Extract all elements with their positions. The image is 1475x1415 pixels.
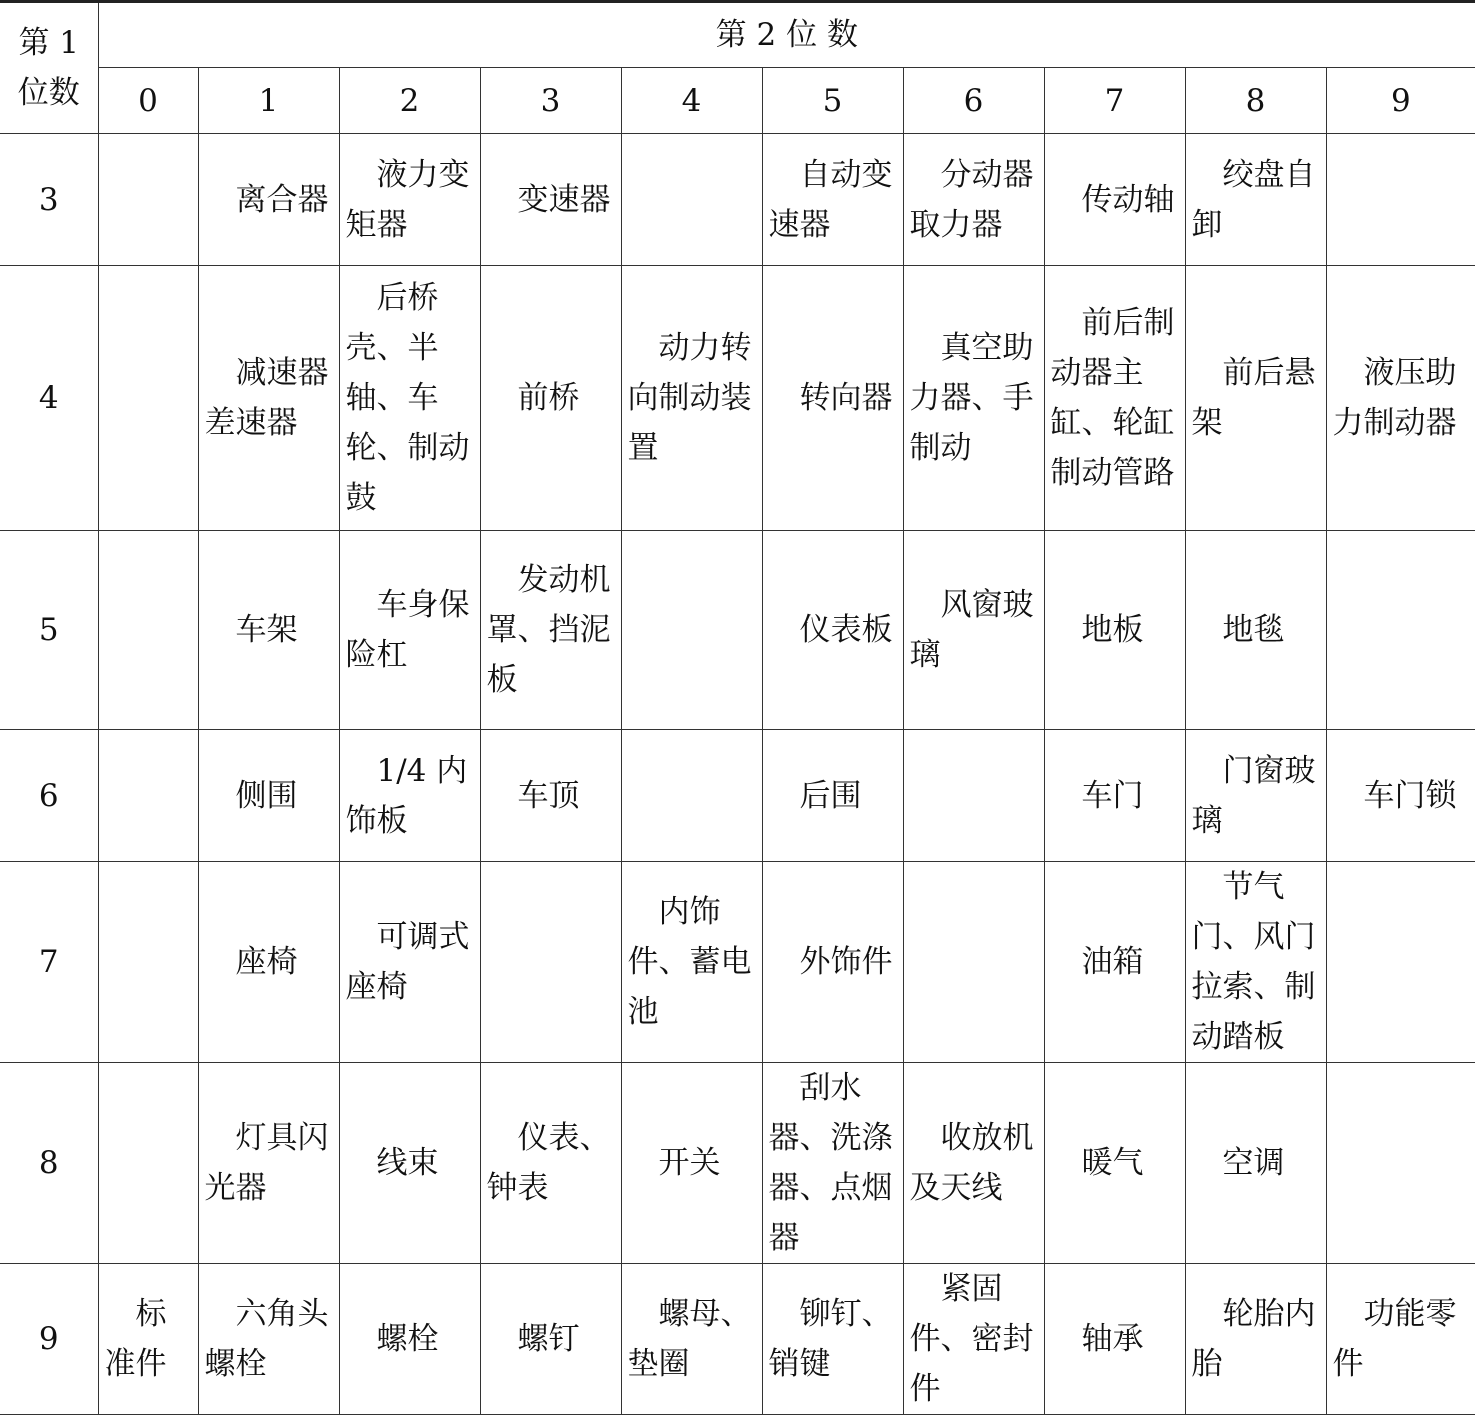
table-cell: 轴承 <box>1044 1264 1185 1415</box>
table-cell <box>480 862 621 1063</box>
table-cell: 功能零件 <box>1326 1264 1475 1415</box>
table-cell: 车身保险杠 <box>339 531 480 730</box>
table-cell <box>98 862 198 1063</box>
table-cell <box>98 531 198 730</box>
table-cell: 液力变矩器 <box>339 134 480 266</box>
table-cell: 开关 <box>621 1063 762 1264</box>
table-cell <box>903 730 1044 862</box>
table-cell: 车顶 <box>480 730 621 862</box>
table-cell: 门窗玻璃 <box>1185 730 1326 862</box>
table-cell: 车架 <box>198 531 339 730</box>
table-row <box>0 1063 1475 1264</box>
row-key-7: 7 <box>0 862 98 1063</box>
row-key-3: 3 <box>0 134 98 266</box>
table-cell: 侧围 <box>198 730 339 862</box>
table-cell: 紧固件、密封件 <box>903 1264 1044 1415</box>
table-cell: 前桥 <box>480 266 621 531</box>
table-cell <box>98 134 198 266</box>
row-key-4: 4 <box>0 266 98 531</box>
table-cell: 螺钉 <box>480 1264 621 1415</box>
table-cell: 1/4 内饰板 <box>339 730 480 862</box>
table-cell: 轮胎内胎 <box>1185 1264 1326 1415</box>
table-cell <box>1326 531 1475 730</box>
digit-header-3: 3 <box>480 68 621 134</box>
table-cell: 分动器取力器 <box>903 134 1044 266</box>
table-cell: 油箱 <box>1044 862 1185 1063</box>
table-cell: 减速器差速器 <box>198 266 339 531</box>
row-key-8: 8 <box>0 1063 98 1264</box>
table-cell <box>98 1063 198 1264</box>
table-cell <box>98 730 198 862</box>
table-row <box>0 862 1475 1063</box>
digit-header-0: 0 <box>98 68 198 134</box>
table-cell: 地板 <box>1044 531 1185 730</box>
digit-header-8: 8 <box>1185 68 1326 134</box>
table-cell <box>98 266 198 531</box>
digit-header-2: 2 <box>339 68 480 134</box>
table-cell: 外饰件 <box>762 862 903 1063</box>
table-cell: 座椅 <box>198 862 339 1063</box>
table-cell: 风窗玻璃 <box>903 531 1044 730</box>
table-cell: 标准件 <box>98 1264 198 1415</box>
table-cell: 收放机及天线 <box>903 1063 1044 1264</box>
table-cell: 铆钉、销键 <box>762 1264 903 1415</box>
table-cell: 绞盘自卸 <box>1185 134 1326 266</box>
table-cell: 灯具闪光器 <box>198 1063 339 1264</box>
table-row <box>0 730 1475 862</box>
table-cell <box>621 134 762 266</box>
table-cell <box>621 531 762 730</box>
table-cell: 仪表板 <box>762 531 903 730</box>
table-cell: 后围 <box>762 730 903 862</box>
table-cell: 变速器 <box>480 134 621 266</box>
table-cell <box>1326 862 1475 1063</box>
table-cell <box>1326 134 1475 266</box>
digit-header-1: 1 <box>198 68 339 134</box>
table-cell: 离合器 <box>198 134 339 266</box>
table-row <box>0 266 1475 531</box>
table-row <box>0 531 1475 730</box>
digit-header-5: 5 <box>762 68 903 134</box>
table-cell: 后桥壳、半轴、车轮、制动鼓 <box>339 266 480 531</box>
table-cell: 前后制动器主缸、轮缸制动管路 <box>1044 266 1185 531</box>
table-cell <box>903 862 1044 1063</box>
corner-header <box>0 2 98 134</box>
table-cell: 六角头螺栓 <box>198 1264 339 1415</box>
digit-header-row <box>0 68 1475 134</box>
row-key-5: 5 <box>0 531 98 730</box>
table-cell: 内饰件、蓄电池 <box>621 862 762 1063</box>
table-cell: 车门锁 <box>1326 730 1475 862</box>
row-key-6: 6 <box>0 730 98 862</box>
table-cell <box>621 730 762 862</box>
table-cell: 液压助力制动器 <box>1326 266 1475 531</box>
table-cell: 暖气 <box>1044 1063 1185 1264</box>
corner-header-line2: 位数 <box>17 75 80 111</box>
table-cell: 可调式座椅 <box>339 862 480 1063</box>
table-cell: 节气门、风门拉索、制动踏板 <box>1185 862 1326 1063</box>
table-cell: 动力转向制动装置 <box>621 266 762 531</box>
table-cell: 线束 <box>339 1063 480 1264</box>
table-cell: 传动轴 <box>1044 134 1185 266</box>
table-cell <box>1326 1063 1475 1264</box>
digit-header-6: 6 <box>903 68 1044 134</box>
table-cell: 转向器 <box>762 266 903 531</box>
table-cell: 自动变速器 <box>762 134 903 266</box>
table-cell: 仪表、钟表 <box>480 1063 621 1264</box>
header-row-1 <box>0 2 1475 68</box>
table-cell: 刮水器、洗涤器、点烟器 <box>762 1063 903 1264</box>
table-cell: 螺栓 <box>339 1264 480 1415</box>
digit-header-4: 4 <box>621 68 762 134</box>
digit-header-9: 9 <box>1326 68 1475 134</box>
corner-header-line1: 第 1 <box>18 25 80 61</box>
table-cell: 螺母、垫圈 <box>621 1264 762 1415</box>
table-cell: 发动机罩、挡泥板 <box>480 531 621 730</box>
table-cell: 车门 <box>1044 730 1185 862</box>
second-digit-header: 第 2 位 数 <box>98 2 1475 68</box>
row-key-9: 9 <box>0 1264 98 1415</box>
table-cell: 前后悬架 <box>1185 266 1326 531</box>
table-cell: 真空助力器、手制动 <box>903 266 1044 531</box>
digit-header-7: 7 <box>1044 68 1185 134</box>
table-cell: 地毯 <box>1185 531 1326 730</box>
table-row <box>0 134 1475 266</box>
table-cell: 空调 <box>1185 1063 1326 1264</box>
